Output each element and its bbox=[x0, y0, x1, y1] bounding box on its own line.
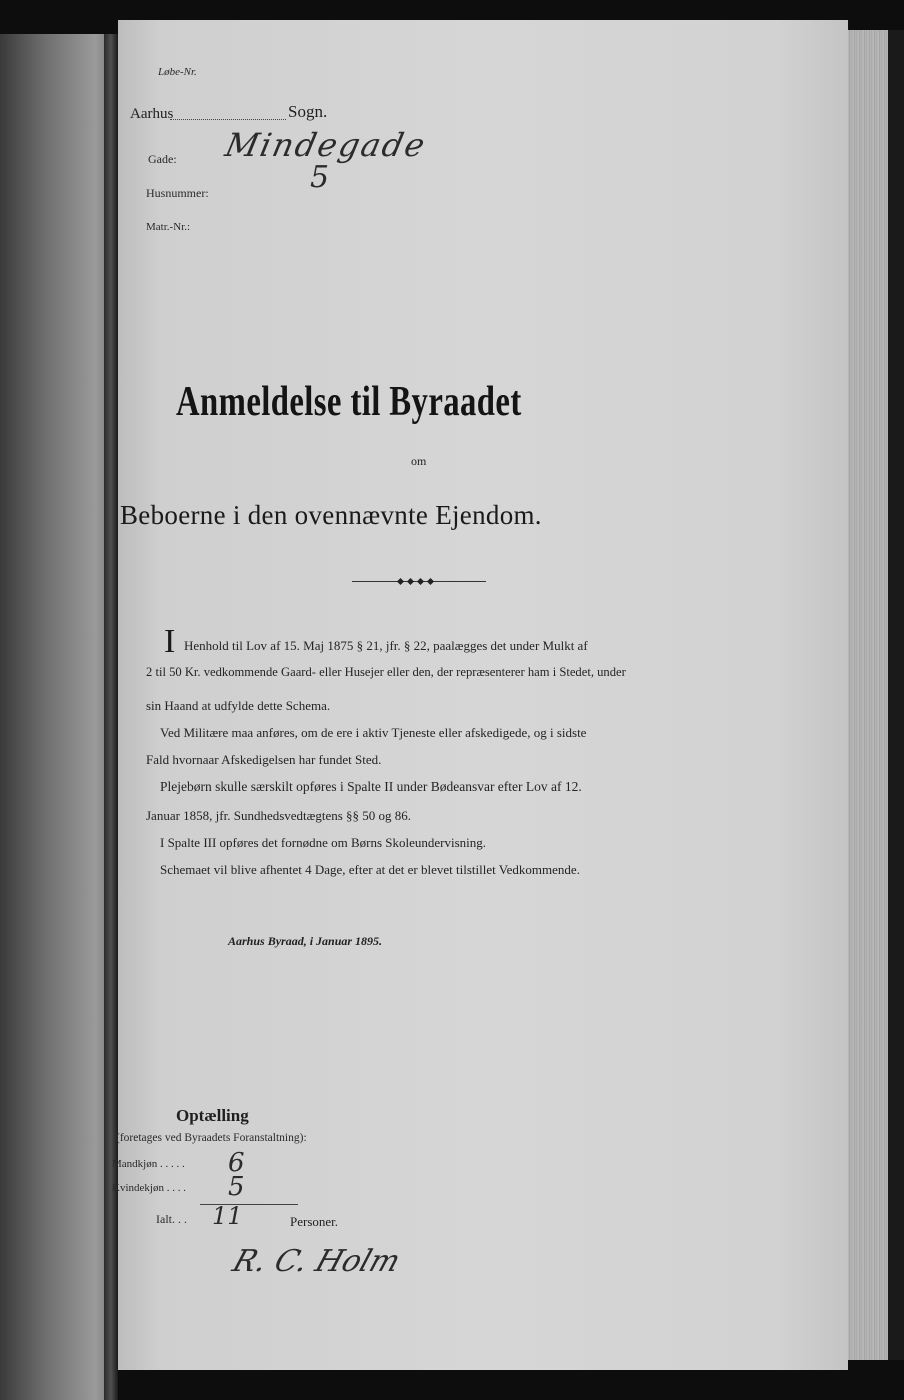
ialt-value: 11 bbox=[212, 1202, 243, 1230]
gade-handwritten-value: Mindegade bbox=[221, 126, 431, 164]
matr-nr-label: Matr.-Nr.: bbox=[146, 221, 190, 233]
body-line: Schemaet vil blive afhentet 4 Dage, efter at det er blevet tilstillet Vedkommende. bbox=[160, 862, 580, 877]
sogn-label: Sogn. bbox=[288, 102, 328, 121]
owner-signature: R. C. Holm bbox=[228, 1244, 405, 1279]
body-line: Ved Militære maa anføres, om de ere i aktiv Tjeneste eller afskedigede, og i sidste bbox=[160, 725, 587, 740]
dateline: Aarhus Byraad, i Januar 1895. bbox=[228, 934, 383, 948]
document-title: Anmeldelse til Byraadet bbox=[176, 379, 522, 425]
body-line: Januar 1858, jfr. Sundhedsvedtægtens §§ 50 og 86. bbox=[146, 808, 412, 823]
count-heading: Optælling bbox=[176, 1106, 249, 1125]
title-connector-om: om bbox=[411, 454, 427, 468]
body-line: 2 til 50 Kr. vedkommende Gaard- eller Husejer eller den, der repræsenterer ham i Stedet, under bbox=[146, 665, 626, 679]
body-line: Fald hvornaar Afskedigelsen har fundet Sted. bbox=[146, 752, 382, 767]
book-spine bbox=[104, 34, 118, 1400]
count-note: (foretages ved Byraadets Foranstaltning): bbox=[116, 1132, 307, 1144]
mandkjon-value: 6 bbox=[228, 1148, 245, 1178]
mandkjon-label: Mandkjøn . . . . . bbox=[112, 1158, 185, 1170]
husnummer-handwritten-value: 5 bbox=[310, 160, 330, 195]
ialt-label: Ialt. . . bbox=[156, 1212, 187, 1226]
ornament-divider bbox=[352, 580, 486, 584]
kvindekjon-value: 5 bbox=[228, 1172, 245, 1202]
gade-label: Gade: bbox=[148, 152, 177, 166]
body-line: Henhold til Lov af 15. Maj 1875 § 21, jfr. § 22, paalægges det under Mulkt af bbox=[184, 638, 588, 653]
husnummer-label: Husnummer: bbox=[146, 186, 209, 200]
lobe-nr-label: Løbe-Nr. bbox=[158, 66, 197, 78]
document-subtitle: Beboerne i den ovennævnte Ejendom. bbox=[120, 500, 542, 530]
sogn-dotted-line bbox=[170, 119, 286, 120]
personer-label: Personer. bbox=[290, 1214, 339, 1229]
left-facing-page bbox=[0, 34, 112, 1400]
body-line: Plejebørn skulle særskilt opføres i Spalte II under Bødeansvar efter Lov af 12. bbox=[160, 779, 582, 794]
book-edge bbox=[888, 30, 904, 1360]
body-dropcap: I bbox=[164, 623, 176, 660]
body-line: sin Haand at udfylde dette Schema. bbox=[146, 698, 331, 713]
body-line: I Spalte III opføres det fornødne om Børns Skoleundervisning. bbox=[160, 835, 487, 850]
kvindekjon-label: Kvindekjøn . . . . bbox=[112, 1182, 186, 1194]
city-label: Aarhus bbox=[130, 106, 174, 122]
